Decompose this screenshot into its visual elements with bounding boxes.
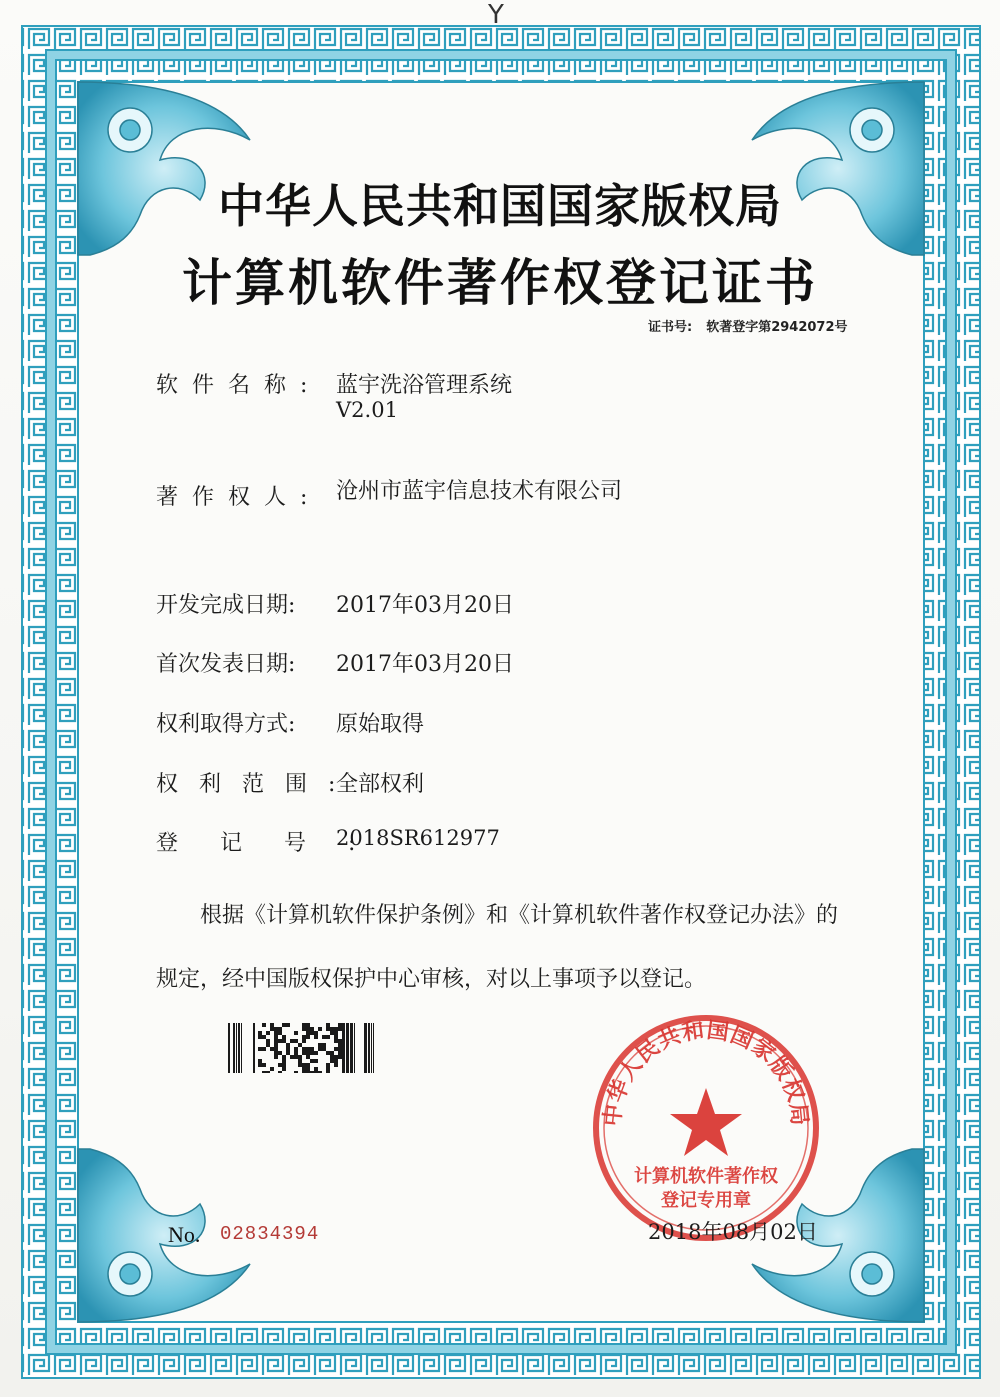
barcode-cell: [262, 1035, 266, 1039]
barcode-cell: [282, 1067, 286, 1071]
barcode-cell: [326, 1027, 330, 1031]
seal-inner-line-1: 计算机软件著作权: [634, 1166, 778, 1187]
barcode-cell: [310, 1051, 314, 1055]
barcode-cell: [258, 1063, 262, 1067]
barcode-cell: [278, 1071, 282, 1073]
certificate-number-value: 软著登字第2942072号: [706, 320, 848, 335]
barcode-bar: [233, 1023, 235, 1073]
barcode-cell: [282, 1059, 286, 1063]
barcode-cell: [334, 1063, 338, 1067]
software-name-label: 软件名称:: [156, 373, 322, 398]
barcode-cell: [294, 1051, 298, 1055]
barcode-cell: [274, 1027, 278, 1031]
barcode-cell: [282, 1063, 286, 1067]
barcode-cell: [338, 1055, 342, 1059]
handwritten-mark: Y: [488, 0, 504, 30]
barcode-cell: [274, 1035, 278, 1039]
statement-line-2: 规定，经中国版权保护中心审核，对以上事项予以登记。: [156, 967, 707, 992]
barcode-cell: [322, 1047, 326, 1051]
barcode-cell: [310, 1031, 314, 1035]
barcode-cell: [302, 1071, 306, 1073]
barcode-cell: [334, 1039, 338, 1043]
barcode-cell: [306, 1051, 310, 1055]
registration-number-value: 2018SR612977: [336, 826, 500, 850]
barcode-cell: [334, 1047, 338, 1051]
barcode-cell: [314, 1051, 318, 1055]
issuing-authority-title: 中华人民共和国国家版权局: [218, 179, 782, 233]
barcode-cell: [334, 1027, 338, 1031]
barcode-cell: [318, 1047, 322, 1051]
barcode-cell: [298, 1063, 302, 1067]
barcode-cell: [330, 1031, 334, 1035]
barcode-cell: [290, 1039, 294, 1043]
barcode-cell: [286, 1023, 290, 1027]
barcode-bar: [228, 1023, 230, 1073]
barcode-cell: [338, 1027, 342, 1031]
barcode-cell: [274, 1051, 278, 1055]
certificate-number-label: 证书号:: [648, 320, 693, 335]
software-version: V2.01: [336, 398, 398, 422]
barcode-cell: [326, 1067, 330, 1071]
barcode-cell: [274, 1031, 278, 1035]
rights-scope-value: 全部权利: [336, 772, 425, 797]
barcode-cell: [286, 1043, 290, 1047]
barcode-bar: [364, 1023, 367, 1073]
barcode-cell: [282, 1055, 286, 1059]
barcode-cell: [338, 1051, 342, 1055]
seal-star-icon: [670, 1088, 742, 1156]
barcode-bar: [253, 1023, 255, 1073]
dev-complete-date-label: 开发完成日期:: [156, 593, 296, 618]
barcode-cell: [302, 1063, 306, 1067]
barcode-cell: [306, 1031, 310, 1035]
barcode-cell: [310, 1059, 314, 1063]
barcode-cell: [262, 1047, 266, 1051]
barcode-cell: [302, 1035, 306, 1039]
barcode-cell: [306, 1071, 310, 1073]
barcode-bar: [350, 1023, 353, 1073]
certificate-number: [648, 316, 848, 335]
barcode-cell: [302, 1039, 306, 1043]
barcode-cell: [326, 1063, 330, 1067]
barcode-cell: [334, 1031, 338, 1035]
barcode-cell: [282, 1035, 286, 1039]
barcode-cell: [278, 1051, 282, 1055]
barcode-cell: [322, 1043, 326, 1047]
barcode-cell: [306, 1047, 310, 1051]
barcode-cell: [274, 1047, 278, 1051]
barcode-cell: [318, 1027, 322, 1031]
barcode-cell: [322, 1035, 326, 1039]
certificate-title: 计算机软件著作权登记证书: [182, 253, 818, 312]
barcode-cell: [318, 1043, 322, 1047]
barcode-cell: [294, 1055, 298, 1059]
barcode-cell: [338, 1023, 342, 1027]
serial-number-value: 02834394: [220, 1223, 320, 1245]
barcode-cell: [334, 1059, 338, 1063]
barcode-cell: [338, 1039, 342, 1043]
barcode-cell: [270, 1023, 274, 1027]
barcode-cell: [274, 1055, 278, 1059]
barcode-cell: [278, 1027, 282, 1031]
statement-line-1: 根据《计算机软件保护条例》和《计算机软件著作权登记办法》的: [200, 903, 839, 928]
barcode-cell: [258, 1035, 262, 1039]
barcode-cell: [338, 1043, 342, 1047]
barcode-cell: [314, 1071, 318, 1073]
barcode-cell: [262, 1023, 266, 1027]
first-publish-date-label: 首次发表日期:: [156, 652, 296, 677]
barcode-cell: [286, 1047, 290, 1051]
barcode-cell: [302, 1051, 306, 1055]
barcode-cell: [334, 1055, 338, 1059]
barcode-cell: [314, 1031, 318, 1035]
barcode-cell: [278, 1031, 282, 1035]
barcode-cell: [294, 1047, 298, 1051]
barcode-cell: [294, 1039, 298, 1043]
barcode-cell: [270, 1047, 274, 1051]
barcode-cell: [270, 1067, 274, 1071]
barcode-cell: [266, 1071, 270, 1073]
barcode-bar: [371, 1023, 372, 1073]
barcode-cell: [258, 1031, 262, 1035]
barcode-cell: [326, 1071, 330, 1073]
barcode-cell: [338, 1047, 342, 1051]
barcode-cell: [334, 1035, 338, 1039]
barcode-cell: [274, 1043, 278, 1047]
barcode-cell: [274, 1039, 278, 1043]
barcode-cell: [306, 1055, 310, 1059]
barcode-cell: [326, 1023, 330, 1027]
barcode-cell: [330, 1051, 334, 1055]
barcode-cell: [310, 1071, 314, 1073]
barcode-cell: [310, 1027, 314, 1031]
barcode-cell: [258, 1047, 262, 1051]
copyright-owner-label: 著作权人:: [156, 485, 322, 510]
issue-date: 2018年08月02日: [648, 1220, 818, 1244]
barcode-cell: [266, 1031, 270, 1035]
barcode-cell: [302, 1027, 306, 1031]
barcode-cell: [278, 1039, 282, 1043]
software-name-value: 蓝宇洗浴管理系统: [336, 373, 513, 398]
barcode-cell: [318, 1071, 322, 1073]
barcode-cell: [286, 1051, 290, 1055]
barcode-cell: [266, 1039, 270, 1043]
barcode-cell: [302, 1023, 306, 1027]
acquisition-method-value: 原始取得: [336, 712, 425, 737]
barcode-bar: [346, 1023, 349, 1073]
barcode-cell: [330, 1027, 334, 1031]
barcode-cell: [290, 1055, 294, 1059]
seal-inner-line-2: 登记专用章: [661, 1190, 751, 1211]
acquisition-method-label: 权利取得方式:: [156, 712, 296, 737]
barcode-bar: [368, 1023, 370, 1073]
barcode-bar: [342, 1023, 345, 1073]
barcode-cell: [326, 1035, 330, 1039]
barcode-cell: [306, 1027, 310, 1031]
barcode-cell: [262, 1071, 266, 1073]
barcode-cell: [314, 1067, 318, 1071]
barcode-cell: [282, 1039, 286, 1043]
barcode-cell: [278, 1063, 282, 1067]
barcode-cell: [310, 1047, 314, 1051]
barcode-cell: [298, 1055, 302, 1059]
barcode-cell: [270, 1027, 274, 1031]
barcode-cell: [298, 1043, 302, 1047]
barcode-cell: [330, 1055, 334, 1059]
barcode-cell: [330, 1059, 334, 1063]
barcode-bar: [241, 1023, 242, 1073]
barcode-bar: [354, 1023, 355, 1073]
seal-outer-text: 中华人民共和国国家版权局: [600, 1018, 812, 1128]
barcode-bar: [238, 1023, 240, 1073]
barcode-image: [228, 1023, 374, 1073]
official-seal: [588, 1010, 824, 1246]
barcode-cell: [266, 1043, 270, 1047]
barcode-cell: [306, 1035, 310, 1039]
barcode-bar: [236, 1023, 237, 1073]
barcode-cell: [282, 1023, 286, 1027]
barcode-cell: [294, 1031, 298, 1035]
barcode-cell: [314, 1059, 318, 1063]
barcode-cell: [302, 1067, 306, 1071]
barcode-cell: [326, 1051, 330, 1055]
rights-scope-label: 权利范围:: [156, 772, 357, 797]
barcode-cell: [314, 1035, 318, 1039]
barcode-cell: [306, 1067, 310, 1071]
registration-number-label: 登记号:: [156, 831, 398, 856]
barcode-cell: [262, 1063, 266, 1067]
barcode-cell: [306, 1023, 310, 1027]
barcode-cell: [258, 1059, 262, 1063]
first-publish-date-value: 2017年03月20日: [336, 652, 514, 677]
barcode-cell: [306, 1063, 310, 1067]
dev-complete-date-value: 2017年03月20日: [336, 593, 514, 618]
barcode-cell: [294, 1071, 298, 1073]
barcode-bar: [373, 1023, 374, 1073]
barcode-cell: [302, 1047, 306, 1051]
serial-number-label: No.: [168, 1222, 201, 1247]
barcode-cell: [298, 1059, 302, 1063]
copyright-owner-value: 沧州市蓝宇信息技术有限公司: [336, 479, 623, 504]
